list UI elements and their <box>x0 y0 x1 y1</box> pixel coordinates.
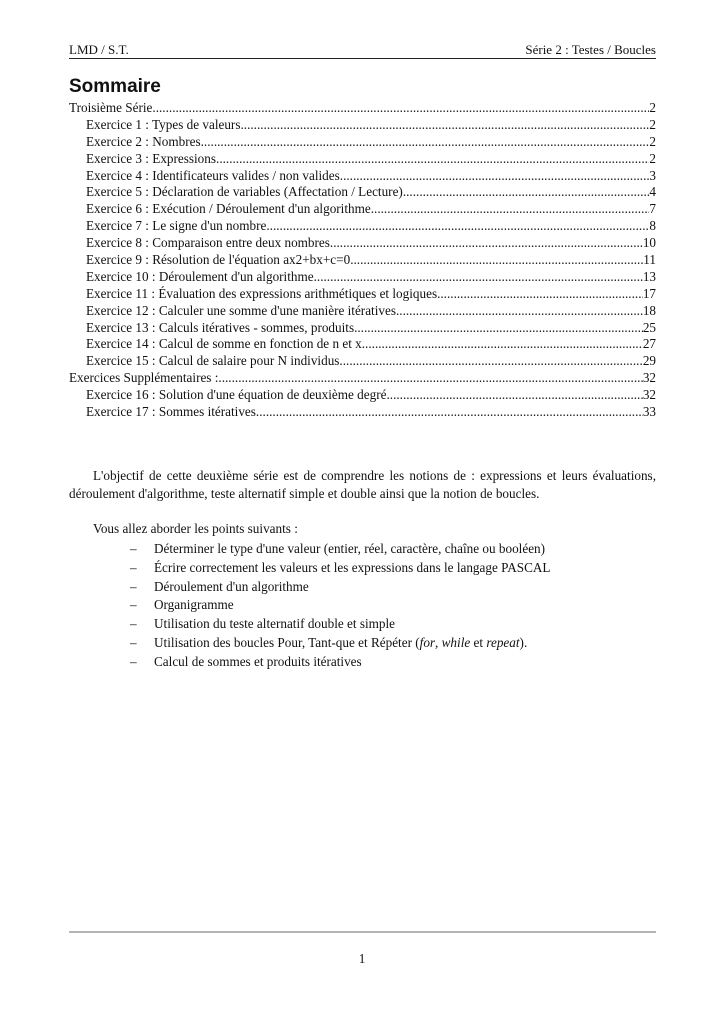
toc-entry-page: 29 <box>642 353 656 369</box>
toc-entry-title: Troisième Série <box>69 100 153 115</box>
dash-bullet-icon: – <box>130 616 137 632</box>
toc-leader-dots <box>152 100 649 117</box>
toc-entry-page: 2 <box>649 100 656 115</box>
toc-entry-page: 2 <box>649 150 656 166</box>
toc-leader-dots <box>240 117 649 134</box>
keyword-repeat: repeat <box>486 634 520 650</box>
toc-leader-dots <box>437 286 643 303</box>
toc-entry-title: Exercice 4 : Identificateurs valides / non valides <box>86 167 340 183</box>
page-header <box>69 42 656 59</box>
toc-entry-page: 25 <box>642 319 656 335</box>
toc-entry[interactable] <box>69 387 656 404</box>
toc-entry-title: Exercice 2 : Nombres <box>86 133 201 149</box>
table-of-contents <box>69 100 656 421</box>
toc-entry-title: Exercice 17 : Sommes itératives <box>86 404 256 420</box>
toc-entry[interactable] <box>69 353 656 370</box>
toc-leader-dots <box>201 134 650 151</box>
toc-entry-page: 3 <box>649 167 656 183</box>
toc-entry-page: 4 <box>649 184 656 200</box>
toc-entry[interactable] <box>69 235 656 252</box>
toc-entry[interactable] <box>69 218 656 235</box>
dash-bullet-icon: – <box>130 559 137 575</box>
toc-leader-dots <box>339 353 642 370</box>
page-number: 1 <box>358 951 366 966</box>
toc-leader-dots <box>354 320 643 337</box>
header-left-text: LMD / S.T. <box>69 42 129 57</box>
toc-entry-title: Exercice 13 : Calculs itératives - sommes, produits <box>86 319 355 335</box>
toc-entry-page: 32 <box>642 387 656 403</box>
toc-leader-dots <box>330 235 643 252</box>
toc-entry[interactable] <box>69 100 656 117</box>
toc-leader-dots <box>340 168 650 185</box>
toc-entry-title: Exercice 6 : Exécution / Déroulement d'un algorithme <box>86 201 371 217</box>
toc-entry-page: 2 <box>649 116 656 132</box>
toc-entry-page: 17 <box>642 285 656 301</box>
list-item-text: Utilisation du teste alternatif double et simple <box>154 616 395 632</box>
toc-entry[interactable] <box>69 269 656 286</box>
topics-list <box>130 540 550 672</box>
toc-entry[interactable] <box>69 336 656 353</box>
toc-leader-dots <box>371 201 650 218</box>
toc-entry-page: 11 <box>643 252 656 268</box>
toc-leader-dots <box>266 218 649 235</box>
toc-entry-page: 10 <box>642 235 656 251</box>
toc-leader-dots <box>314 269 643 286</box>
toc-entry-title: Exercice 9 : Résolution de l'équation ax2+bx+c=0 <box>86 252 351 268</box>
list-item <box>130 634 550 653</box>
toc-leader-dots <box>256 404 643 421</box>
toc-entry-page: 2 <box>649 133 656 149</box>
toc-entry[interactable] <box>69 252 656 269</box>
toc-entry-title: Exercice 1 : Types de valeurs <box>86 116 241 132</box>
list-item <box>130 653 550 672</box>
toc-entry-page: 27 <box>642 336 656 352</box>
toc-entry[interactable] <box>69 320 656 337</box>
toc-entry[interactable] <box>69 184 656 201</box>
dash-bullet-icon: – <box>130 578 137 594</box>
toc-leader-dots <box>218 370 642 387</box>
keyword-for: for <box>419 634 436 650</box>
toc-entry-title: Exercice 12 : Calculer une somme d'une manière itératives <box>86 302 396 318</box>
toc-entry[interactable] <box>69 134 656 151</box>
text-segment: Utilisation des boucles Pour, Tant-que et Répéter ( <box>154 634 420 650</box>
toc-entry[interactable] <box>69 201 656 218</box>
toc-leader-dots <box>216 151 649 168</box>
toc-entry-page: 7 <box>649 201 656 217</box>
toc-leader-dots <box>386 387 642 404</box>
toc-leader-dots <box>350 252 643 269</box>
toc-entry-page: 13 <box>642 268 656 284</box>
list-item <box>130 596 550 615</box>
toc-entry[interactable] <box>69 404 656 421</box>
list-item <box>130 578 550 597</box>
toc-leader-dots <box>396 303 643 320</box>
toc-entry-title: Exercice 11 : Évaluation des expressions arithmétiques et logiques <box>86 285 438 301</box>
toc-entry-title: Exercice 8 : Comparaison entre deux nombres <box>86 235 330 251</box>
toc-title: Sommaire <box>69 76 161 97</box>
header-right-text: Série 2 : Testes / Boucles <box>525 42 656 57</box>
keyword-while: while <box>441 634 471 650</box>
toc-entry-page: 32 <box>642 370 656 386</box>
toc-entry-title: Exercice 5 : Déclaration de variables (Affectation / Lecture) <box>86 184 403 200</box>
toc-leader-dots <box>362 336 643 353</box>
dash-bullet-icon: – <box>130 653 137 669</box>
toc-entry[interactable] <box>69 151 656 168</box>
toc-leader-dots <box>403 184 650 201</box>
toc-entry-title: Exercice 15 : Calcul de salaire pour N individus <box>86 353 340 369</box>
toc-entry-title: Exercice 10 : Déroulement d'un algorithme <box>86 268 314 284</box>
toc-entry-page: 33 <box>642 404 656 420</box>
toc-entry[interactable] <box>69 286 656 303</box>
bullets-lead: Vous allez aborder les points suivants : <box>93 521 298 536</box>
toc-entry[interactable] <box>69 303 656 320</box>
text-segment: ). <box>519 634 528 650</box>
toc-entry-title: Exercice 16 : Solution d'une équation de deuxième degré <box>86 387 387 403</box>
toc-entry-title: Exercice 3 : Expressions <box>86 150 217 166</box>
toc-entry-page: 18 <box>642 302 656 318</box>
footer-divider <box>69 931 656 933</box>
list-item <box>130 559 550 578</box>
toc-entry[interactable] <box>69 370 656 387</box>
toc-entry-title: Exercice 14 : Calcul de somme en fonction de n et x <box>86 336 362 352</box>
intro-paragraph: L'objectif de cette deuxième série est de comprendre les notions de : expressions et leurs évaluations, déroulement d'algorithme, teste alternatif simple et double ainsi que la notion de boucles. <box>69 468 656 501</box>
list-item-text: Organigramme <box>154 597 234 613</box>
list-item <box>130 615 550 634</box>
toc-entry[interactable] <box>69 117 656 134</box>
toc-entry[interactable] <box>69 168 656 185</box>
toc-entry-title: Exercice 7 : Le signe d'un nombre <box>86 218 267 234</box>
list-item-text <box>154 634 527 653</box>
text-segment: , <box>435 634 442 650</box>
dash-bullet-icon: – <box>130 541 137 556</box>
list-item-text: Déroulement d'un algorithme <box>154 578 309 594</box>
toc-entry-title: Exercices Supplémentaires : <box>69 370 219 386</box>
list-item <box>130 540 550 559</box>
dash-bullet-icon: – <box>130 597 137 613</box>
text-segment: et <box>470 634 487 650</box>
list-item-text: Déterminer le type d'une valeur (entier, réel, caractère, chaîne ou booléen) <box>154 541 546 556</box>
toc-entry-page: 8 <box>649 218 656 234</box>
list-item-text: Écrire correctement les valeurs et les expressions dans le langage PASCAL <box>154 559 551 575</box>
list-item-text: Calcul de sommes et produits itératives <box>154 653 362 669</box>
dash-bullet-icon: – <box>130 634 137 650</box>
